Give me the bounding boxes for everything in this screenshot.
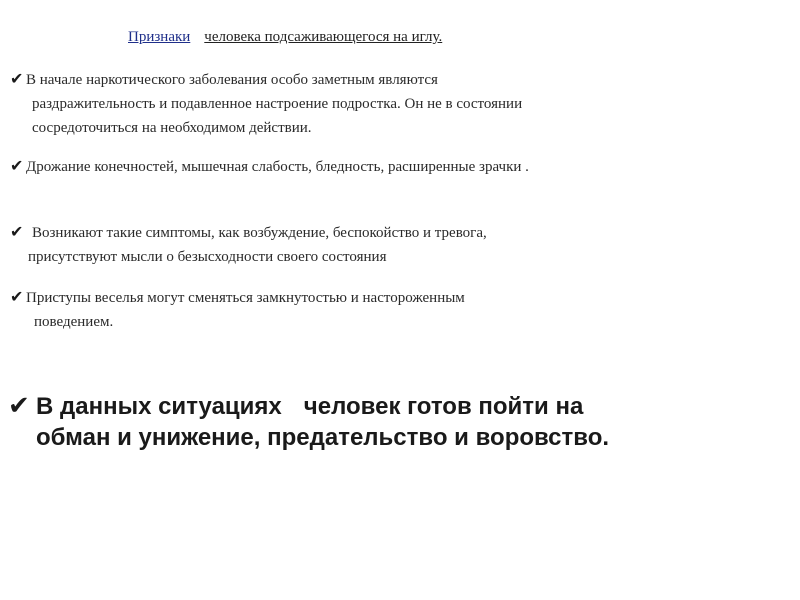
- checkmark-icon: ✔: [10, 71, 24, 88]
- checkmark-icon: ✔: [8, 390, 30, 420]
- bullet-text: присутствуют мысли о безысходности своего состояния: [28, 249, 387, 265]
- checkmark-icon: ✔: [10, 158, 24, 175]
- conclusion-text: человек готов пойти на: [303, 393, 584, 420]
- bullet-text: Возникают такие симптомы, как возбуждение, беспокойство и тревога,: [32, 225, 487, 241]
- checkmark-icon: ✔: [10, 224, 24, 241]
- bullet-text: сосредоточиться на необходимом действии.: [32, 120, 312, 136]
- title-part-signs: Признаки: [128, 29, 191, 45]
- bullet-text: раздражительность и подавленное настроение подростка. Он не в состоянии: [32, 96, 523, 112]
- conclusion-statement: [8, 390, 788, 453]
- bullet-text: Дрожание конечностей, мышечная слабость, бледность, расширенные зрачки .: [26, 159, 529, 175]
- list-item: [10, 221, 487, 269]
- list-item: [10, 286, 465, 334]
- bullet-text: В начале наркотического заболевания особо заметным являются: [26, 72, 438, 88]
- title-part-subject: человека подсаживающегося на иглу.: [204, 29, 443, 45]
- conclusion-text: обман и унижение, предательство и воровство.: [36, 424, 610, 451]
- page-title: [30, 27, 442, 47]
- list-item: [10, 68, 522, 140]
- bullet-text: Приступы веселья могут сменяться замкнутостью и настороженным: [26, 290, 465, 306]
- bullet-text: поведением.: [34, 314, 114, 330]
- conclusion-text: В данных ситуациях: [36, 393, 282, 420]
- checkmark-icon: ✔: [10, 289, 24, 306]
- list-item: [10, 155, 529, 179]
